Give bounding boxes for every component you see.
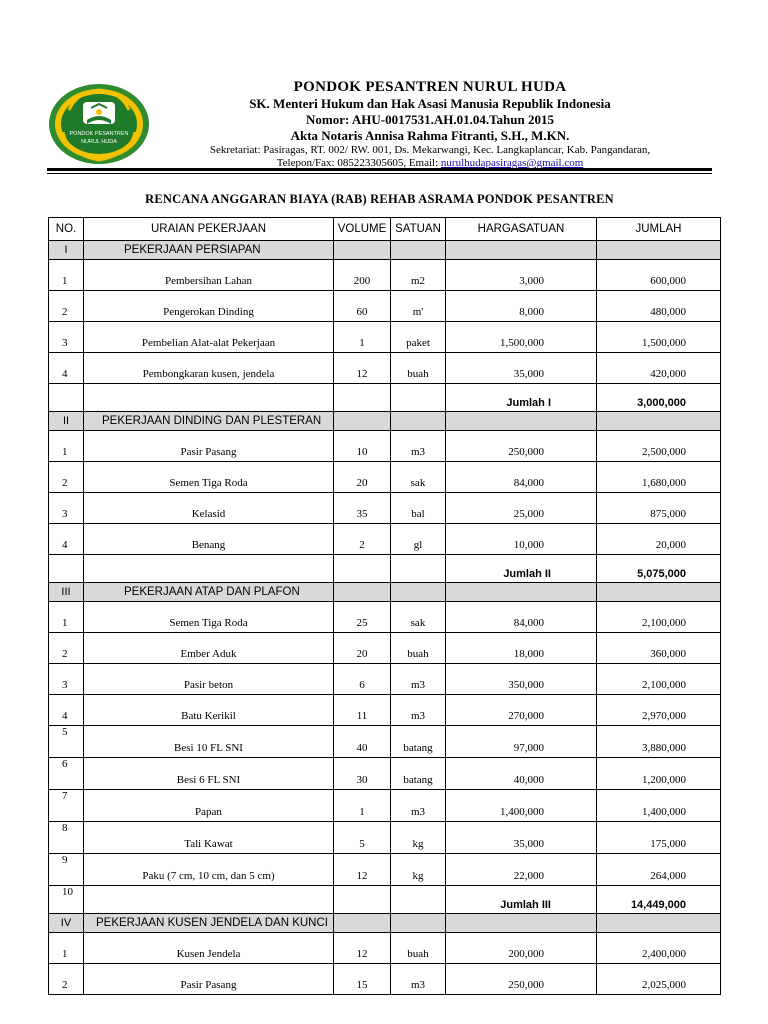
cell-unit: batang <box>391 758 446 790</box>
cell-no: 4 <box>49 524 84 555</box>
cell-price: 35,000 <box>446 353 597 384</box>
cell-volume: 200 <box>334 260 391 291</box>
cell-unit: m3 <box>391 695 446 726</box>
cell-volume: 12 <box>334 933 391 964</box>
cell-volume: 10 <box>334 431 391 462</box>
table-row <box>49 322 721 353</box>
cell-volume: 20 <box>334 462 391 493</box>
header-rule-thick <box>47 168 712 171</box>
cell-unit: buah <box>391 633 446 664</box>
cell-price: 18,000 <box>446 633 597 664</box>
subtotal-label: Jumlah II <box>446 555 597 583</box>
table-row <box>49 462 721 493</box>
subtotal-row <box>49 886 721 914</box>
cell-desc: Besi 6 FL SNI <box>84 758 334 790</box>
cell-unit: bal <box>391 493 446 524</box>
cell-price: 10,000 <box>446 524 597 555</box>
cell-no: 4 <box>49 695 84 726</box>
section-name: PEKERJAAN PERSIAPAN <box>84 241 334 260</box>
table-row <box>49 291 721 322</box>
cell-total: 420,000 <box>597 353 721 384</box>
budget-table <box>48 217 721 995</box>
cell-price: 35,000 <box>446 822 597 854</box>
cell-total: 1,500,000 <box>597 322 721 353</box>
subtotal-no: 10 <box>49 886 84 914</box>
cell-volume: 11 <box>334 695 391 726</box>
table-row <box>49 664 721 695</box>
section-name: PEKERJAAN DINDING DAN PLESTERAN <box>84 412 334 431</box>
section-row <box>49 914 721 933</box>
cell-total: 2,100,000 <box>597 602 721 633</box>
address-line: Sekretariat: Pasiragas, RT. 002/ RW. 001, Ds. Mekarwangi, Kec. Langkaplancar, Kab. Pangandaran, <box>209 144 651 156</box>
cell-total: 2,025,000 <box>597 964 721 995</box>
col-header-description: URAIAN PEKERJAAN <box>84 218 334 241</box>
section-row <box>49 412 721 431</box>
cell-no: 9 <box>49 854 84 886</box>
section-row <box>49 241 721 260</box>
table-row <box>49 854 721 886</box>
cell-price: 84,000 <box>446 602 597 633</box>
cell-desc: Semen Tiga Roda <box>84 462 334 493</box>
cell-desc: Semen Tiga Roda <box>84 602 334 633</box>
cell-total: 2,970,000 <box>597 695 721 726</box>
cell-total: 360,000 <box>597 633 721 664</box>
cell-price: 84,000 <box>446 462 597 493</box>
cell-no: 3 <box>49 493 84 524</box>
col-header-total: JUMLAH <box>597 218 721 241</box>
cell-desc: Benang <box>84 524 334 555</box>
cell-volume: 12 <box>334 854 391 886</box>
cell-unit: m3 <box>391 431 446 462</box>
cell-unit: m3 <box>391 790 446 822</box>
cell-desc: Pembersihan Lahan <box>84 260 334 291</box>
subtotal-label: Jumlah I <box>446 384 597 412</box>
section-no: I <box>49 241 84 260</box>
document-title: RENCANA ANGGARAN BIAYA (RAB) REHAB ASRAMA PONDOK PESANTREN <box>145 192 614 206</box>
subtotal-row <box>49 555 721 583</box>
decree-number: Nomor: AHU-0017531.AH.01.04.Tahun 2015 <box>306 112 554 127</box>
contact-prefix: Telepon/Fax: 085223305605, Email: <box>276 157 441 169</box>
cell-desc: Pasir Pasang <box>84 431 334 462</box>
pesantren-logo <box>47 82 151 166</box>
cell-desc: Pengerokan Dinding <box>84 291 334 322</box>
decree-line: SK. Menteri Hukum dan Hak Asasi Manusia Republik Indonesia <box>249 96 611 111</box>
cell-desc: Pasir beton <box>84 664 334 695</box>
cell-total: 20,000 <box>597 524 721 555</box>
cell-unit: batang <box>391 726 446 758</box>
section-name: PEKERJAAN ATAP DAN PLAFON <box>84 583 334 602</box>
table-row <box>49 758 721 790</box>
cell-no: 2 <box>49 633 84 664</box>
cell-unit: buah <box>391 353 446 384</box>
table-row <box>49 493 721 524</box>
cell-total: 600,000 <box>597 260 721 291</box>
cell-volume: 1 <box>334 322 391 353</box>
cell-unit: gl <box>391 524 446 555</box>
cell-total: 480,000 <box>597 291 721 322</box>
cell-desc: Pembongkaran kusen, jendela <box>84 353 334 384</box>
cell-no: 6 <box>49 758 84 790</box>
cell-no: 2 <box>49 291 84 322</box>
cell-total: 1,200,000 <box>597 758 721 790</box>
cell-unit: kg <box>391 822 446 854</box>
col-header-unit: SATUAN <box>391 218 446 241</box>
cell-unit: paket <box>391 322 446 353</box>
cell-total: 2,500,000 <box>597 431 721 462</box>
section-no: II <box>49 412 84 431</box>
cell-volume: 12 <box>334 353 391 384</box>
cell-price: 200,000 <box>446 933 597 964</box>
table-row <box>49 695 721 726</box>
cell-price: 350,000 <box>446 664 597 695</box>
cell-price: 3,000 <box>446 260 597 291</box>
cell-price: 250,000 <box>446 964 597 995</box>
table-row <box>49 964 721 995</box>
table-row <box>49 602 721 633</box>
table-row <box>49 933 721 964</box>
svg-text:PONDOK PESANTREN: PONDOK PESANTREN <box>69 131 129 137</box>
cell-total: 175,000 <box>597 822 721 854</box>
table-header-row <box>49 218 721 241</box>
section-no: III <box>49 583 84 602</box>
cell-price: 8,000 <box>446 291 597 322</box>
cell-unit: m' <box>391 291 446 322</box>
cell-no: 4 <box>49 353 84 384</box>
cell-unit: buah <box>391 933 446 964</box>
cell-no: 1 <box>49 260 84 291</box>
cell-desc: Besi 10 FL SNI <box>84 726 334 758</box>
cell-total: 2,100,000 <box>597 664 721 695</box>
section-name: PEKERJAAN KUSEN JENDELA DAN KUNCI <box>84 914 334 933</box>
cell-price: 270,000 <box>446 695 597 726</box>
cell-desc: Kelasid <box>84 493 334 524</box>
cell-volume: 5 <box>334 822 391 854</box>
notary-line: Akta Notaris Annisa Rahma Fitranti, S.H., M.KN. <box>290 128 570 143</box>
cell-volume: 60 <box>334 291 391 322</box>
section-row <box>49 583 721 602</box>
svg-text:NURUL HUDA: NURUL HUDA <box>81 139 117 145</box>
cell-price: 25,000 <box>446 493 597 524</box>
cell-desc: Tali Kawat <box>84 822 334 854</box>
cell-price: 97,000 <box>446 726 597 758</box>
table-row <box>49 633 721 664</box>
cell-desc: Ember Aduk <box>84 633 334 664</box>
email-link[interactable]: nurulhudapasiragas@gmail.com <box>440 157 584 169</box>
cell-desc: Pasir Pasang <box>84 964 334 995</box>
cell-volume: 40 <box>334 726 391 758</box>
col-header-volume: VOLUME <box>334 218 391 241</box>
subtotal-value: 3,000,000 <box>597 384 721 412</box>
cell-no: 2 <box>49 964 84 995</box>
cell-total: 264,000 <box>597 854 721 886</box>
cell-no: 2 <box>49 462 84 493</box>
table-row <box>49 726 721 758</box>
cell-no: 8 <box>49 822 84 854</box>
cell-volume: 35 <box>334 493 391 524</box>
cell-no: 1 <box>49 431 84 462</box>
cell-no: 1 <box>49 602 84 633</box>
cell-volume: 30 <box>334 758 391 790</box>
cell-unit: m2 <box>391 260 446 291</box>
cell-price: 1,500,000 <box>446 322 597 353</box>
cell-no: 3 <box>49 664 84 695</box>
cell-no: 5 <box>49 726 84 758</box>
cell-volume: 1 <box>334 790 391 822</box>
cell-total: 2,400,000 <box>597 933 721 964</box>
cell-volume: 15 <box>334 964 391 995</box>
table-row <box>49 431 721 462</box>
cell-unit: m3 <box>391 664 446 695</box>
table-row <box>49 524 721 555</box>
letterhead <box>160 79 700 170</box>
cell-no: 3 <box>49 322 84 353</box>
cell-desc: Pembelian Alat-alat Pekerjaan <box>84 322 334 353</box>
table-row <box>49 790 721 822</box>
cell-desc: Papan <box>84 790 334 822</box>
cell-desc: Batu Kerikil <box>84 695 334 726</box>
cell-unit: sak <box>391 462 446 493</box>
col-header-no: NO. <box>49 218 84 241</box>
table-row <box>49 260 721 291</box>
cell-volume: 25 <box>334 602 391 633</box>
cell-price: 40,000 <box>446 758 597 790</box>
cell-unit: m3 <box>391 964 446 995</box>
cell-volume: 20 <box>334 633 391 664</box>
header-rule-thin <box>47 173 712 174</box>
cell-total: 3,880,000 <box>597 726 721 758</box>
cell-volume: 6 <box>334 664 391 695</box>
org-name: PONDOK PESANTREN NURUL HUDA <box>293 79 567 95</box>
cell-no: 1 <box>49 933 84 964</box>
table-row <box>49 822 721 854</box>
cell-price: 1,400,000 <box>446 790 597 822</box>
subtotal-value: 14,449,000 <box>597 886 721 914</box>
cell-price: 250,000 <box>446 431 597 462</box>
cell-total: 1,680,000 <box>597 462 721 493</box>
cell-total: 875,000 <box>597 493 721 524</box>
cell-unit: kg <box>391 854 446 886</box>
cell-no: 7 <box>49 790 84 822</box>
cell-price: 22,000 <box>446 854 597 886</box>
subtotal-label: Jumlah III <box>446 886 597 914</box>
section-no: IV <box>49 914 84 933</box>
cell-desc: Kusen Jendela <box>84 933 334 964</box>
subtotal-value: 5,075,000 <box>597 555 721 583</box>
table-row <box>49 353 721 384</box>
subtotal-row <box>49 384 721 412</box>
cell-desc: Paku (7 cm, 10 cm, dan 5 cm) <box>84 854 334 886</box>
cell-unit: sak <box>391 602 446 633</box>
cell-volume: 2 <box>334 524 391 555</box>
cell-total: 1,400,000 <box>597 790 721 822</box>
col-header-unit-price: HARGASATUAN <box>446 218 597 241</box>
